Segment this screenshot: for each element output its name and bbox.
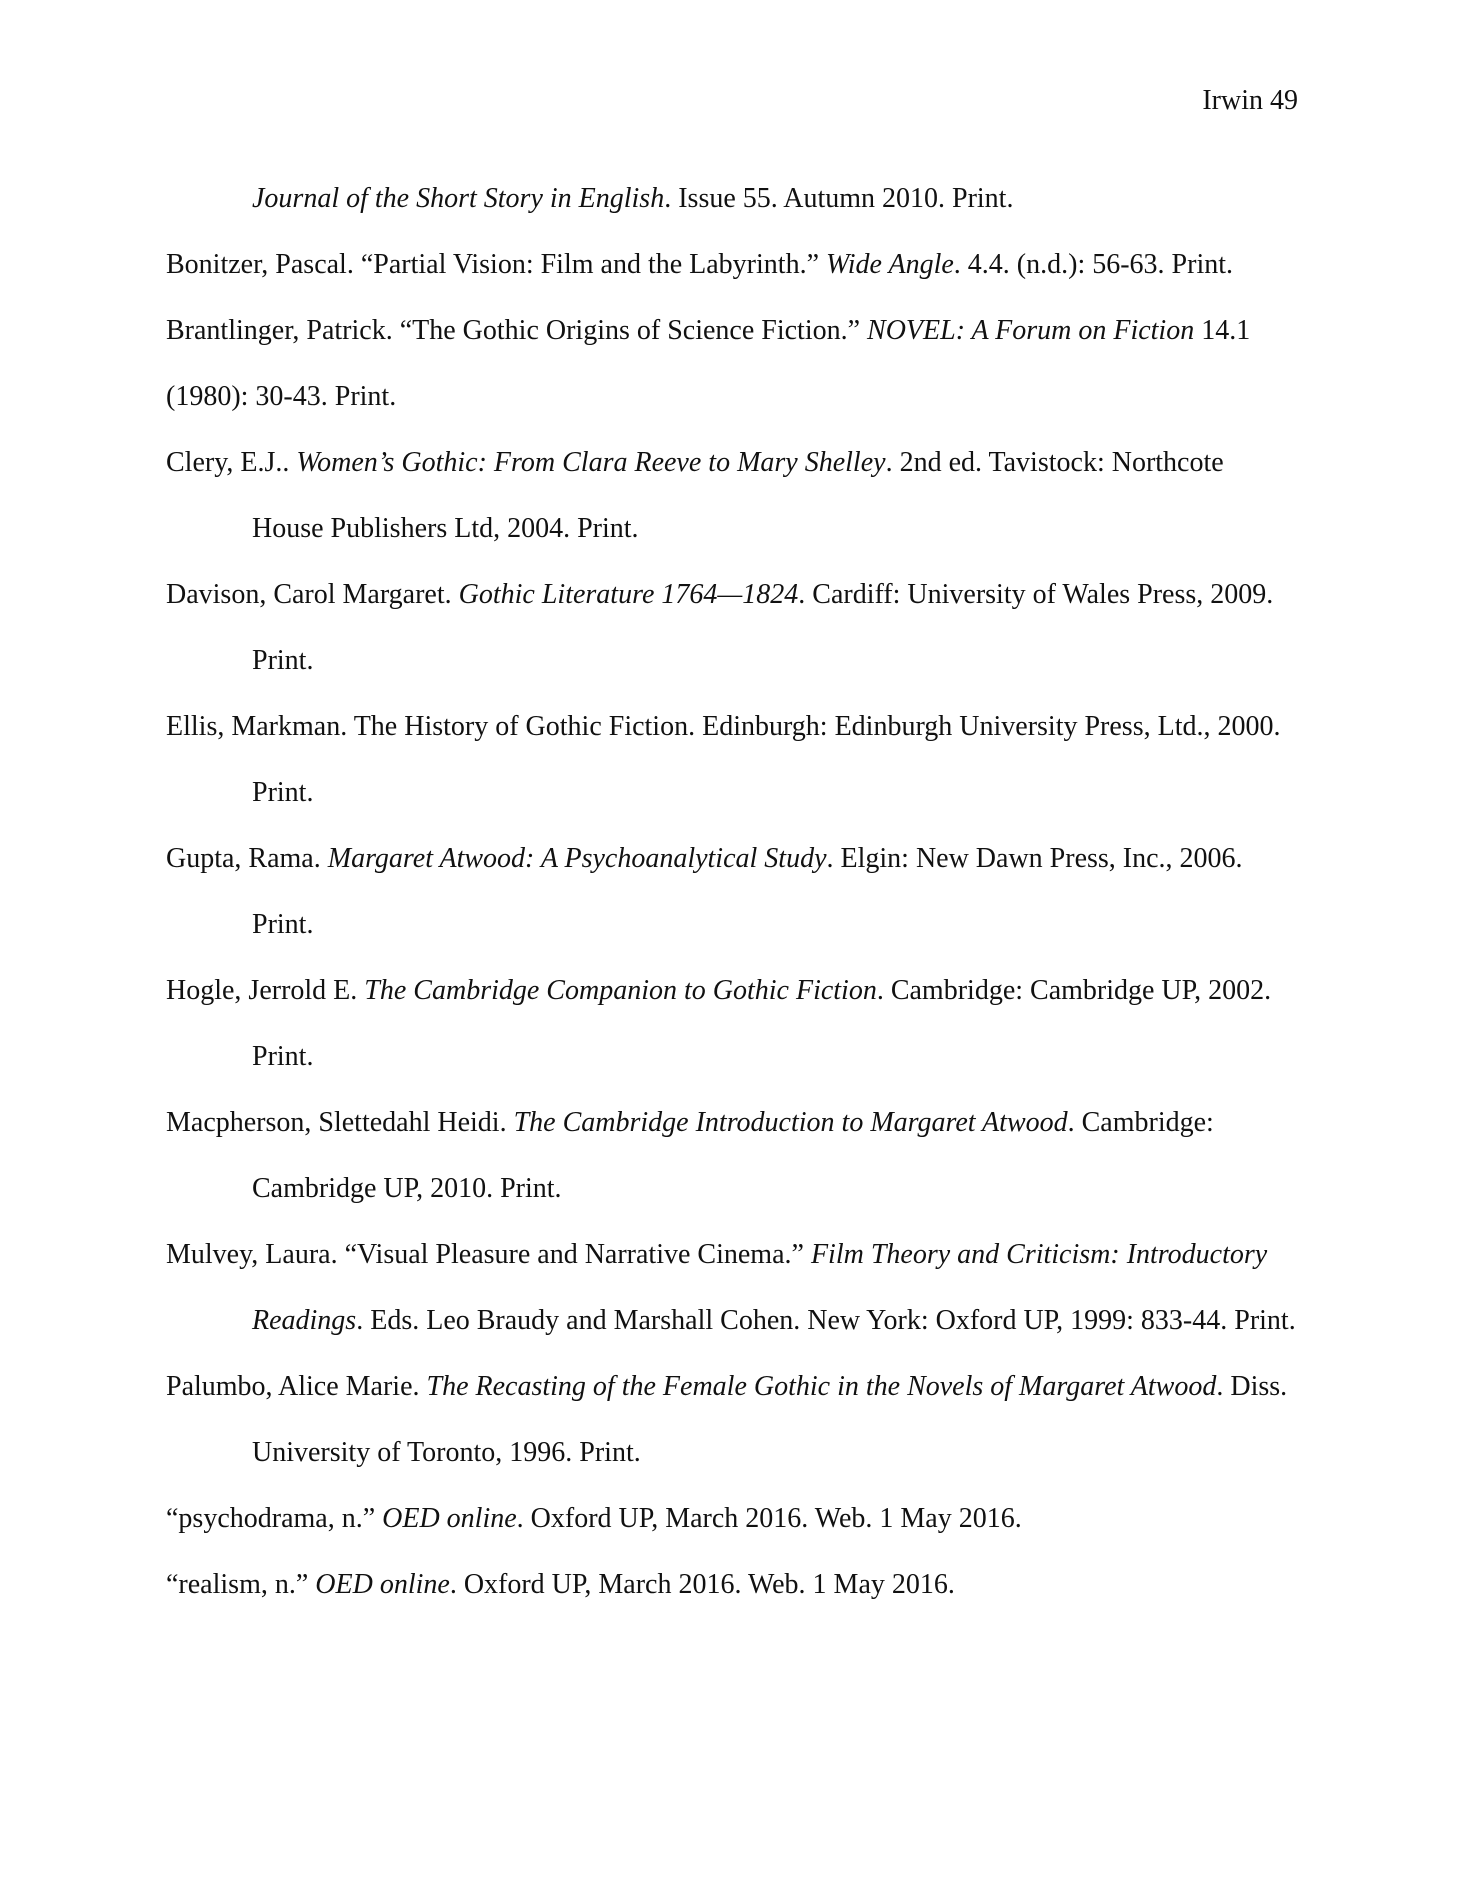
citation-title: Margaret Atwood: A Psychoanalytical Study bbox=[327, 843, 827, 874]
citation-title: Women’s Gothic: From Clara Reeve to Mary Shelley bbox=[296, 447, 886, 478]
citation-publication-info: . Diss. University of Toronto, 1996. Print. bbox=[252, 1371, 1288, 1468]
citation-entry bbox=[166, 562, 1298, 694]
citation-title: The Cambridge Introduction to Margaret Atwood bbox=[513, 1107, 1068, 1138]
citation-title: Wide Angle bbox=[826, 249, 954, 280]
citation-author-text: Bonitzer, Pascal. “Partial Vision: Film and the Labyrinth.” bbox=[166, 249, 826, 280]
works-cited-list bbox=[166, 166, 1298, 1618]
citation-title: OED online bbox=[382, 1503, 517, 1534]
citation-author-text: Davison, Carol Margaret. bbox=[166, 579, 459, 610]
citation-publication-info: . 2nd ed. Tavistock: Northcote House Publishers Ltd, 2004. Print. bbox=[252, 447, 1224, 544]
citation-title: The Cambridge Companion to Gothic Fiction bbox=[364, 975, 877, 1006]
citation-author-text: Palumbo, Alice Marie. bbox=[166, 1371, 427, 1402]
citation-title: OED online bbox=[315, 1569, 450, 1600]
citation-publication-info: . Elgin: New Dawn Press, Inc., 2006. Print. bbox=[252, 843, 1243, 940]
citation-title: Film Theory and Criticism: Introductory Readings bbox=[252, 1239, 1268, 1336]
citation-author-text: “psychodrama, n.” bbox=[166, 1503, 383, 1534]
citation-entry bbox=[166, 1552, 1298, 1618]
citation-author-text: Ellis, Markman. The History of Gothic Fiction. Edinburgh: Edinburgh University Press, Ltd., 2000. Print. bbox=[166, 711, 1281, 808]
citation-title: Gothic Literature 1764—1824 bbox=[458, 579, 799, 610]
citation-publication-info: . Issue 55. Autumn 2010. Print. bbox=[664, 183, 1014, 214]
citation-entry bbox=[166, 298, 1298, 430]
citation-entry bbox=[166, 166, 1298, 232]
citation-author-text: Brantlinger, Patrick. “The Gothic Origins of Science Fiction.” bbox=[166, 315, 868, 346]
citation-author-text: Clery, E.J.. bbox=[166, 447, 297, 478]
citation-entry bbox=[166, 1090, 1298, 1222]
citation-entry bbox=[166, 1486, 1298, 1552]
citation-author-text: Macpherson, Slettedahl Heidi. bbox=[166, 1107, 514, 1138]
citation-title: NOVEL: A Forum on Fiction bbox=[867, 315, 1195, 346]
citation-publication-info: . Eds. Leo Braudy and Marshall Cohen. New York: Oxford UP, 1999: 833-44. Print. bbox=[356, 1305, 1296, 1336]
citation-entry bbox=[166, 694, 1298, 826]
citation-title: The Recasting of the Female Gothic in the Novels of Margaret Atwood bbox=[426, 1371, 1217, 1402]
citation-author-text: Mulvey, Laura. “Visual Pleasure and Narrative Cinema.” bbox=[166, 1239, 811, 1270]
citation-publication-info: . Oxford UP, March 2016. Web. 1 May 2016. bbox=[516, 1503, 1022, 1534]
citation-author-text: Hogle, Jerrold E. bbox=[166, 975, 365, 1006]
citation-entry bbox=[166, 1222, 1298, 1354]
citation-author-text: “realism, n.” bbox=[166, 1569, 316, 1600]
citation-author-text: Gupta, Rama. bbox=[166, 843, 328, 874]
citation-publication-info: . Oxford UP, March 2016. Web. 1 May 2016. bbox=[449, 1569, 955, 1600]
citation-publication-info: 14.1 (1980): 30-43. Print. bbox=[166, 315, 1251, 412]
citation-entry bbox=[166, 958, 1298, 1090]
citation-publication-info: . Cardiff: University of Wales Press, 2009. Print. bbox=[252, 579, 1274, 676]
citation-entry bbox=[166, 430, 1298, 562]
citation-publication-info: . Cambridge: Cambridge UP, 2010. Print. bbox=[252, 1107, 1214, 1204]
citation-entry bbox=[166, 232, 1298, 298]
citation-publication-info: . Cambridge: Cambridge UP, 2002. Print. bbox=[252, 975, 1272, 1072]
running-head: Irwin 49 bbox=[1202, 85, 1298, 116]
citation-title: Journal of the Short Story in English bbox=[252, 183, 665, 214]
citation-publication-info: . 4.4. (n.d.): 56-63. Print. bbox=[953, 249, 1234, 280]
citation-entry bbox=[166, 1354, 1298, 1486]
citation-entry bbox=[166, 826, 1298, 958]
